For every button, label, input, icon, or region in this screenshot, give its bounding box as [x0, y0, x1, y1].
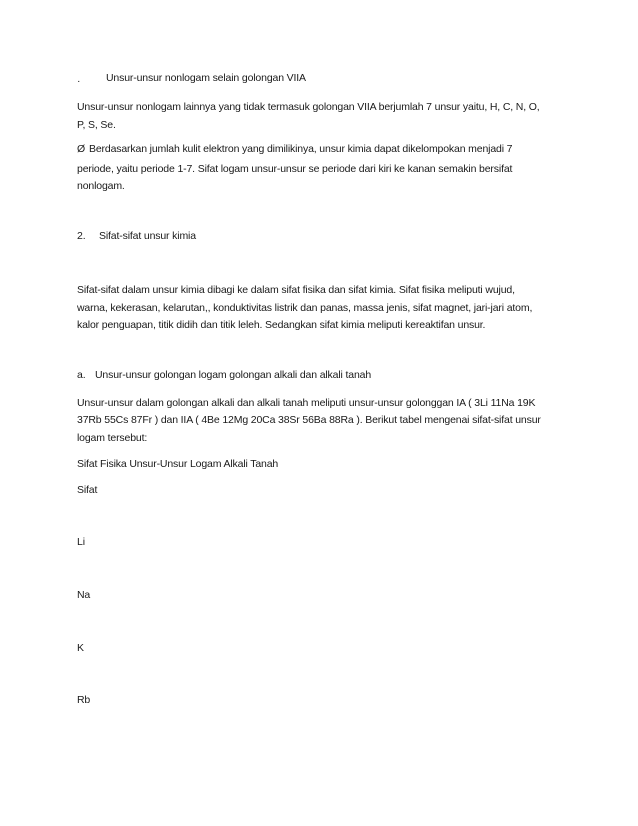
table-row-label: Na — [77, 589, 91, 601]
section-a-title: Unsur-unsur golongan logam golongan alkali dan alkali tanah — [95, 369, 372, 381]
table-row-label: Li — [77, 536, 85, 548]
bullet-dot: · — [77, 75, 81, 87]
section-a-label: a. — [77, 369, 86, 381]
table-column-header: Sifat — [77, 484, 98, 496]
paragraph-1-line-2: P, S, Se. — [77, 119, 116, 131]
paragraph-4-line-1: Unsur-unsur dalam golongan alkali dan alkali tanah meliputi unsur-unsur golonggan IA ( 3Li 11Na 19K — [77, 397, 536, 409]
paragraph-4-line-3: logam tersebut: — [77, 432, 148, 444]
paragraph-1-line-1: Unsur-unsur nonlogam lainnya yang tidak termasuk golongan VIIA berjumlah 7 unsur yaitu, H, C, N, O, — [77, 101, 540, 113]
section-2-title: Sifat-sifat unsur kimia — [99, 230, 196, 242]
paragraph-2-line-1: Berdasarkan jumlah kulit elektron yang dimilikinya, unsur kimia dapat dikelompokan menjadi 7 — [89, 143, 513, 155]
paragraph-3-line-3: kalor penguapan, titik didih dan titik leleh. Sedangkan sifat kimia meliputi kereaktifan unsur. — [77, 319, 486, 331]
table-row-label: K — [77, 642, 84, 654]
paragraph-4-line-2: 37Rb 55Cs 87Fr ) dan IIA ( 4Be 12Mg 20Ca 38Sr 56Ba 88Ra ). Berikut tabel mengenai sifat-sifat unsur — [77, 414, 541, 426]
paragraph-3-line-2: warna, kekerasan, kelarutan,, konduktivitas listrik dan panas, massa jenis, sifat magnet, jari-jari atom, — [77, 302, 533, 314]
paragraph-3-line-1: Sifat-sifat dalam unsur kimia dibagi ke dalam sifat fisika dan sifat kimia. Sifat fisika meliputi wujud, — [77, 284, 515, 296]
paragraph-2-line-3: nonlogam. — [77, 180, 125, 192]
arrow-bullet-icon: Ø — [77, 143, 86, 155]
paragraph-2-line-2: periode, yaitu periode 1-7. Sifat logam unsur-unsur se periode dari kiri ke kanan semakin bersifat — [77, 163, 513, 175]
table-caption: Sifat Fisika Unsur-Unsur Logam Alkali Tanah — [77, 458, 279, 470]
section-2-number: 2. — [77, 230, 86, 242]
bullet-heading: Unsur-unsur nonlogam selain golongan VIIA — [106, 72, 306, 84]
table-row-label: Rb — [77, 694, 91, 706]
